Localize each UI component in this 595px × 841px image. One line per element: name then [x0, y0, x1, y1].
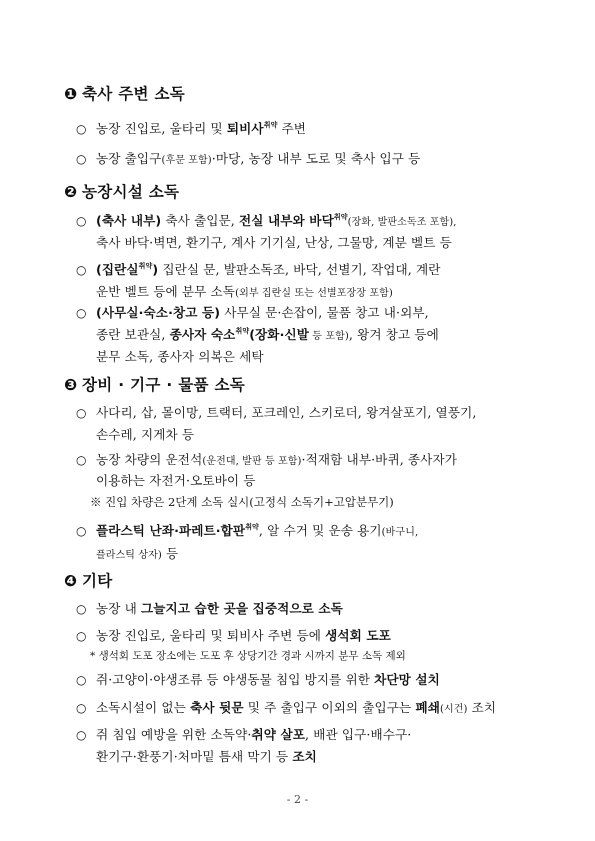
text-span: 장비 · 기구 · 물품 소독 [82, 376, 246, 394]
section-4-item-2 [76, 625, 391, 644]
page-number: - 2 - [286, 793, 309, 806]
section-2-item-3-line-2 [96, 324, 439, 343]
section-2-item-2-line-2 [96, 281, 393, 300]
section-3-note: ※ 진입 차량은 2단계 소독 실시(고정식 소독기+고압분무기) [90, 495, 394, 509]
section-4-note: * 생석회 도포 장소에는 도포 후 상당기간 경과 시까지 분무 소독 제외 [90, 650, 406, 662]
text-span: 종란 보관실, [96, 327, 170, 342]
section-1-item-1 [76, 118, 306, 137]
section-1-heading [64, 82, 185, 104]
bullet-icon: ○ [76, 453, 87, 467]
text-span: ·마당, 농장 내부 도로 및 축사 입구 등 [211, 151, 421, 166]
text-span: 취약 [245, 523, 259, 531]
bullet-icon: ○ [76, 629, 87, 643]
text-span: 농장시설 소독 [82, 183, 180, 201]
text-span: 사무실 문·손잡이, 물품 창고 내·외부, [220, 305, 429, 320]
bullet-icon: ○ [76, 673, 87, 687]
text-span: ) [152, 262, 159, 277]
text-span: 차단망 설치 [374, 672, 440, 687]
text-span: (장화, 발판소독조 포함), [347, 217, 457, 228]
text-span: ❸ [64, 376, 78, 394]
text-span: 사다리, 삽, 몰이망, 트랙터, 포크레인, 스키로더, 왕겨살포기, 열풍기, [96, 405, 477, 420]
text-span: (축사 내부) [96, 213, 162, 228]
text-span: 및 주 출입구 이외의 출입구는 [243, 700, 416, 715]
text-span: (운전대, 발판 등 포함) [202, 456, 302, 467]
text-span: 기타 [82, 572, 113, 590]
text-span: 퇴비사 [226, 121, 264, 136]
text-span: 축사 주변 소독 [82, 85, 186, 103]
bullet-icon: ○ [76, 122, 87, 136]
text-span: 조치 [467, 700, 497, 715]
section-3-item-1-line-2: 손수레, 지게차 등 [96, 427, 195, 442]
text-span: 쥐·고양이·야생조류 등 야생동물 침입 방지를 위한 [96, 672, 375, 687]
text-span: 농장 차량의 운전석 [96, 452, 203, 467]
text-span: (장화·신발 [249, 327, 309, 342]
bullet-icon: ○ [76, 701, 87, 715]
text-span: 플라스틱 상자) [96, 550, 162, 561]
text-span: 농장 진입로, 울타리 및 퇴비사 주변 등에 [96, 628, 326, 643]
bullet-icon: ○ [76, 728, 87, 742]
text-span: 그늘지고 습한 곳을 집중적으로 소독 [141, 601, 343, 616]
text-span: 취약 [263, 121, 278, 129]
text-span: (바구니, [381, 527, 419, 538]
section-3-item-1 [76, 402, 476, 421]
bullet-icon: ○ [76, 524, 87, 538]
text-span: ·적재함 내부·바퀴, 종사자가 [301, 452, 457, 467]
text-span: 쥐 침입 예방을 위한 소독약· [96, 727, 252, 742]
text-span: 플라스틱 난좌·파레트·합판 [96, 523, 246, 538]
text-span: 운반 벨트 등에 분무 소독 [96, 284, 236, 299]
text-span: 농장 출입구 [96, 151, 162, 166]
text-span: 농장 진입로, 울타리 및 [96, 121, 227, 136]
text-span: 집란실 문, 발판소독조, 바닥, 선별기, 작업대, 계란 [158, 262, 441, 277]
section-2-item-3 [76, 302, 429, 321]
text-span: 취약 [235, 327, 250, 335]
text-span: , 왕겨 창고 등에 [348, 327, 439, 342]
bullet-icon: ○ [76, 602, 87, 616]
section-3-heading [64, 373, 245, 395]
text-span: 취약 [333, 213, 348, 221]
text-span: 환기구·환풍기·처마밑 틈새 막기 등 [96, 749, 293, 764]
section-4-item-5 [76, 724, 411, 743]
section-2-heading [64, 180, 179, 202]
section-3-item-2 [76, 449, 457, 468]
text-span: (후문 포함) [161, 155, 212, 166]
text-span: , 알 수거 및 운송 용기 [258, 523, 382, 538]
text-span: (외부 집란실 또는 선별포장장 포함) [235, 288, 393, 299]
text-span: 주변 [277, 121, 307, 136]
text-span: 취약 [138, 262, 153, 270]
text-span: 취약 살포 [251, 727, 305, 742]
text-span: (시건) [439, 704, 468, 715]
text-span: , 배관 입구·배수구· [304, 727, 412, 742]
text-span: 종사자 숙소 [169, 327, 236, 342]
section-2-item-1 [76, 210, 457, 229]
text-span: (사무실·숙소·창고 등) [96, 305, 221, 320]
bullet-icon: ○ [76, 406, 87, 420]
text-span: ❷ [64, 183, 78, 201]
text-span: 소독시설이 없는 [96, 700, 191, 715]
section-4-item-3 [76, 669, 440, 688]
text-span: 농장 내 [96, 601, 142, 616]
text-span: 축사 출입문, [161, 213, 240, 228]
text-span: (집란실 [96, 262, 139, 277]
text-span: 축사 뒷문 [190, 700, 244, 715]
bullet-icon: ○ [76, 214, 87, 228]
text-span: ❹ [64, 572, 78, 590]
section-4-item-5-line-2 [96, 746, 317, 765]
text-span: 등 포함) [309, 331, 349, 342]
section-4-item-1 [76, 598, 343, 617]
section-3-item-3 [76, 520, 418, 539]
text-span: 생석회 도포 [325, 628, 391, 643]
section-3-item-2-line-2: 이용하는 자전거·오토바이 등 [96, 473, 256, 488]
text-span: 폐쇄 [415, 700, 440, 715]
text-span: 전실 내부와 바닥 [239, 213, 334, 228]
bullet-icon: ○ [76, 152, 87, 166]
section-4-heading [64, 569, 113, 591]
section-4-item-4 [76, 697, 496, 716]
text-span: ❶ [64, 85, 78, 103]
bullet-icon: ○ [76, 306, 87, 320]
section-2-item-3-line-3: 분무 소독, 종사자 의복은 세탁 [96, 349, 264, 364]
text-span: 조치 [292, 749, 317, 764]
section-1-item-2 [76, 148, 420, 167]
text-span: 등 [161, 546, 179, 561]
section-2-item-1-line-2: 축사 바닥·벽면, 환기구, 계사 기기실, 난상, 그물망, 계분 벨트 등 [96, 235, 452, 250]
section-2-item-2 [76, 259, 441, 278]
bullet-icon: ○ [76, 263, 87, 277]
section-3-item-3-line-2 [96, 543, 178, 562]
